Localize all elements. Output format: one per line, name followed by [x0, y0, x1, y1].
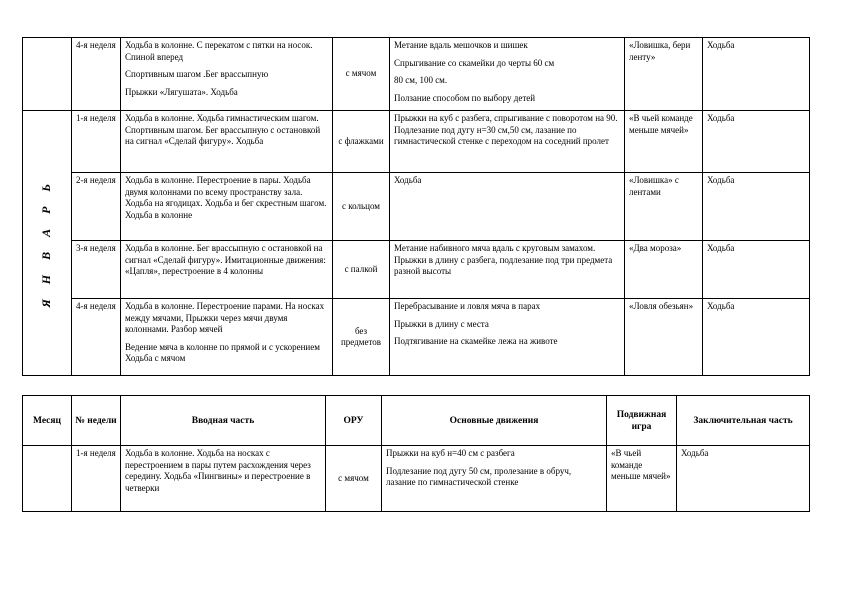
month-cell [23, 446, 72, 512]
week-cell: 1-я неделя [72, 111, 121, 173]
final-cell: Ходьба [703, 38, 810, 111]
intro-text: Ходьба в колонне. Перестроение парами. На носках между мячами, Прыжки через мячи двумя колоннами. Разбор мячей [125, 301, 325, 334]
oru-cell: с кольцом [333, 173, 390, 241]
game-cell: «Ловишка» с лентами [625, 173, 703, 241]
schedule-table-january [22, 37, 810, 376]
main-text: Ползание способом по выбору детей [394, 92, 536, 103]
main-cell [390, 38, 625, 111]
header-game: Подвижная игра [607, 396, 677, 446]
header-main: Основные движения [382, 396, 607, 446]
week-cell: 4-я неделя [72, 299, 121, 376]
oru-cell: с мячом [326, 446, 382, 512]
header-week: № недели [72, 396, 121, 446]
main-text: Перебрасывание и ловля мяча в парах [394, 301, 541, 311]
intro-cell: Ходьба в колонне. Ходьба гимнастическим шагом. Спортивным шагом. Бег врассыпную с остановкой на сигнал «Сделай фигуру». Ходьба [121, 111, 333, 173]
main-text: 80 см, 100 см. [394, 75, 448, 85]
final-cell: Ходьба [703, 299, 810, 376]
main-cell: Прыжки на куб с разбега, спрыгивание с поворотом на 90. Подлезание под дугу н=30 см,50 см, лазание по гимнастической стенке с переходом на соседний пролет [390, 111, 625, 173]
game-cell: «Ловишка, бери ленту» [625, 38, 703, 111]
intro-cell: Ходьба в колонне. Бег врассыпную с остановкой на сигнал «Сделай фигуру». Имитационные движения: «Цапля», перестроение в 4 колонны [121, 241, 333, 299]
table-row [23, 173, 810, 241]
main-cell [390, 299, 625, 376]
header-final: Заключительная часть [677, 396, 810, 446]
game-cell: «В чьей команде меньше мячей» [625, 111, 703, 173]
oru-cell: без предметов [333, 299, 390, 376]
final-cell: Ходьба [703, 241, 810, 299]
intro-cell [121, 299, 333, 376]
schedule-table-next [22, 395, 810, 512]
oru-cell: с флажками [333, 111, 390, 173]
header-row [23, 396, 810, 446]
main-cell: Метание набивного мяча вдаль с круговым замахом. Прыжки в длину с разбега, подлезание под три предмета разной высоты [390, 241, 625, 299]
main-cell: Ходьба [390, 173, 625, 241]
intro-text: Прыжки «Лягушата». Ходьба [125, 86, 238, 97]
oru-cell: с палкой [333, 241, 390, 299]
final-cell: Ходьба [703, 173, 810, 241]
game-cell: «Ловля обезьян» [625, 299, 703, 376]
intro-text: Ходьба в колонне. С перекатом с пятки на носок. Спиной вперед [125, 40, 313, 62]
table-row [23, 241, 810, 299]
game-cell: «Два мороза» [625, 241, 703, 299]
month-cell-prev [23, 38, 72, 111]
oru-cell: с мячом [333, 38, 390, 111]
game-cell: «В чьей команде меньше мячей» [607, 446, 677, 512]
intro-text: Спортивным шагом .Бег врассыпную [125, 69, 269, 79]
main-text: Метание вдаль мешочков и шишек [394, 40, 528, 50]
main-text: Спрыгивание со скамейки до черты 60 см [394, 57, 555, 68]
week-cell: 3-я неделя [72, 241, 121, 299]
header-intro: Вводная часть [121, 396, 326, 446]
table-row [23, 38, 810, 111]
month-label: Я Н В А Р Ь [39, 178, 54, 308]
main-text: Подтягивание на скамейке лежа на животе [394, 336, 558, 346]
table-row [23, 111, 810, 173]
final-cell: Ходьба [677, 446, 810, 512]
main-cell [382, 446, 607, 512]
final-cell: Ходьба [703, 111, 810, 173]
week-cell: 2-я неделя [72, 173, 121, 241]
intro-text: Ведение мяча в колонне по прямой и с ускорением Ходьба с мячом [125, 341, 320, 363]
month-cell [23, 111, 72, 376]
week-cell: 1-я неделя [72, 446, 121, 512]
week-cell: 4-я неделя [72, 38, 121, 111]
header-oru: ОРУ [326, 396, 382, 446]
table-row [23, 299, 810, 376]
main-text: Подлезание под дугу 50 см, пролезание в обруч, лазание по гимнастической стенке [386, 465, 572, 487]
intro-cell: Ходьба в колонне. Ходьба на носках с перестроением в пары путем расхождения через середину. Ходьба «Пингвины» и перестроение в четверки [121, 446, 326, 512]
header-month: Месяц [23, 396, 72, 446]
intro-cell: Ходьба в колонне. Перестроение в пары. Ходьба двумя колоннами по всему пространству зала. Ходьба на ягодицах. Ходьба и бег скрестным шагом. Ходьба в колонне [121, 173, 333, 241]
main-text: Прыжки в длину с места [394, 318, 489, 329]
intro-cell [121, 38, 333, 111]
table-row [23, 446, 810, 512]
main-text: Прыжки на куб н=40 см с разбега [386, 448, 515, 458]
